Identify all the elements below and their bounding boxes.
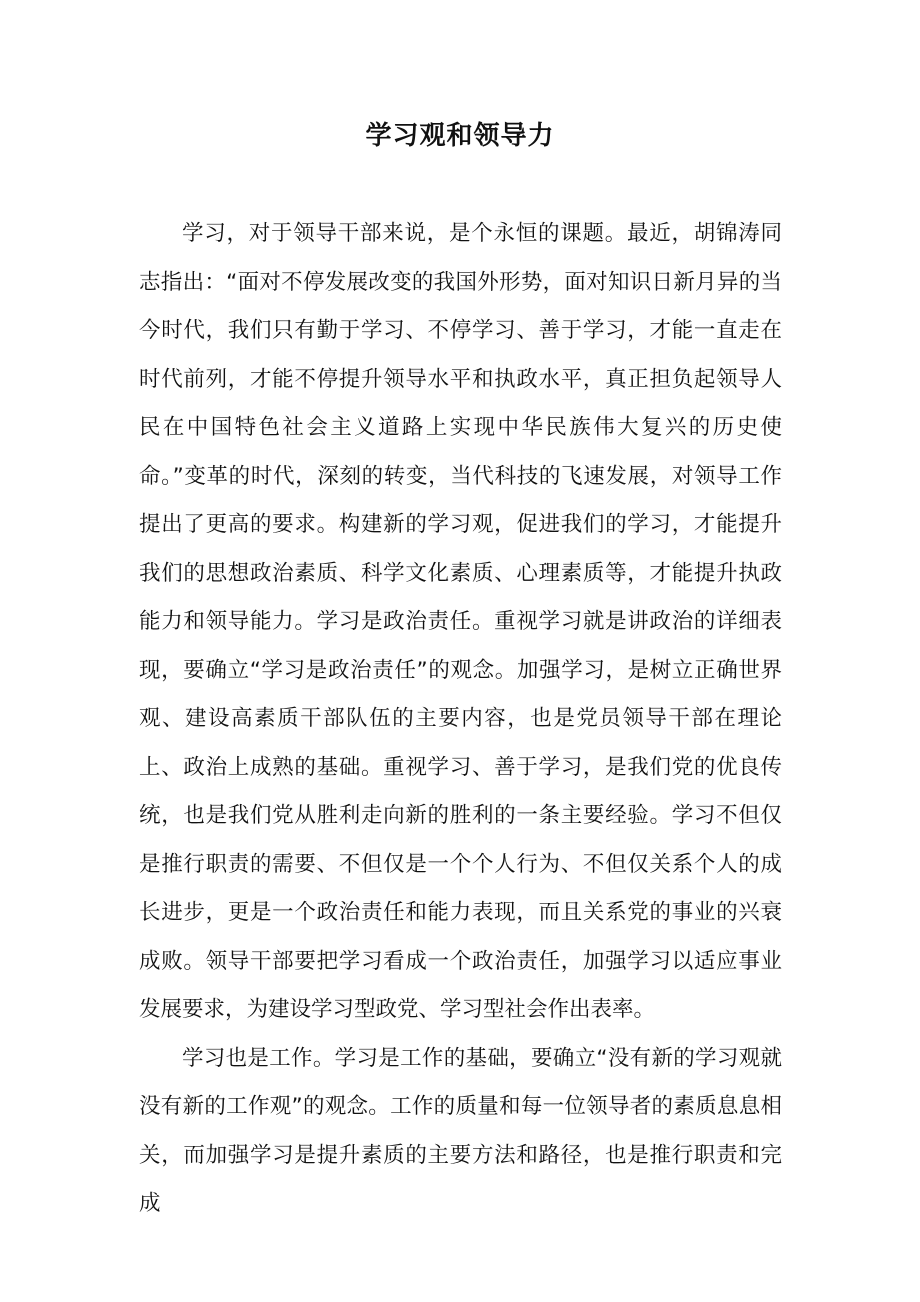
- document-body: [139, 210, 782, 1229]
- paragraph: 学习，对于领导干部来说，是个永恒的课题。最近，胡锦涛同志指出：“面对不停发展改变的我国外形势，面对知识日新月异的当今时代，我们只有勤于学习、不停学习、善于学习，才能一直走在时代前列，才能不停提升领导水平和执政水平，真正担负起领导人民在中国特色社会主义道路上实现中华民族伟大复兴的历史使命。”变革的时代，深刻的转变，当代科技的飞速发展，对领导工作提出了更高的要求。构建新的学习观，促进我们的学习，才能提升我们的思想政治素质、科学文化素质、心理素质等，才能提升执政能力和领导能力。学习是政治责任。重视学习就是讲政治的详细表现，要确立“学习是政治责任”的观念。加强学习，是树立正确世界观、建设高素质干部队伍的主要内容，也是党员领导干部在理论上、政治上成熟的基础。重视学习、善于学习，是我们党的优良传统，也是我们党从胜利走向新的胜利的一条主要经验。学习不但仅是推行职责的需要、不但仅是一个个人行为、不但仅关系个人的成长进步，更是一个政治责任和能力表现，而且关系党的事业的兴衰成败。领导干部要把学习看成一个政治责任，加强学习以适应事业发展要求，为建设学习型政党、学习型社会作出表率。: [139, 221, 782, 1022]
- document-title: 学习观和领导力: [365, 121, 555, 151]
- paragraph: 学习也是工作。学习是工作的基础，要确立“没有新的学习观就没有新的工作观”的观念。工作的质量和每一位领导者的素质息息相关，而加强学习是提升素质的主要方法和路径，也是推行职责和完成: [139, 1045, 782, 1216]
